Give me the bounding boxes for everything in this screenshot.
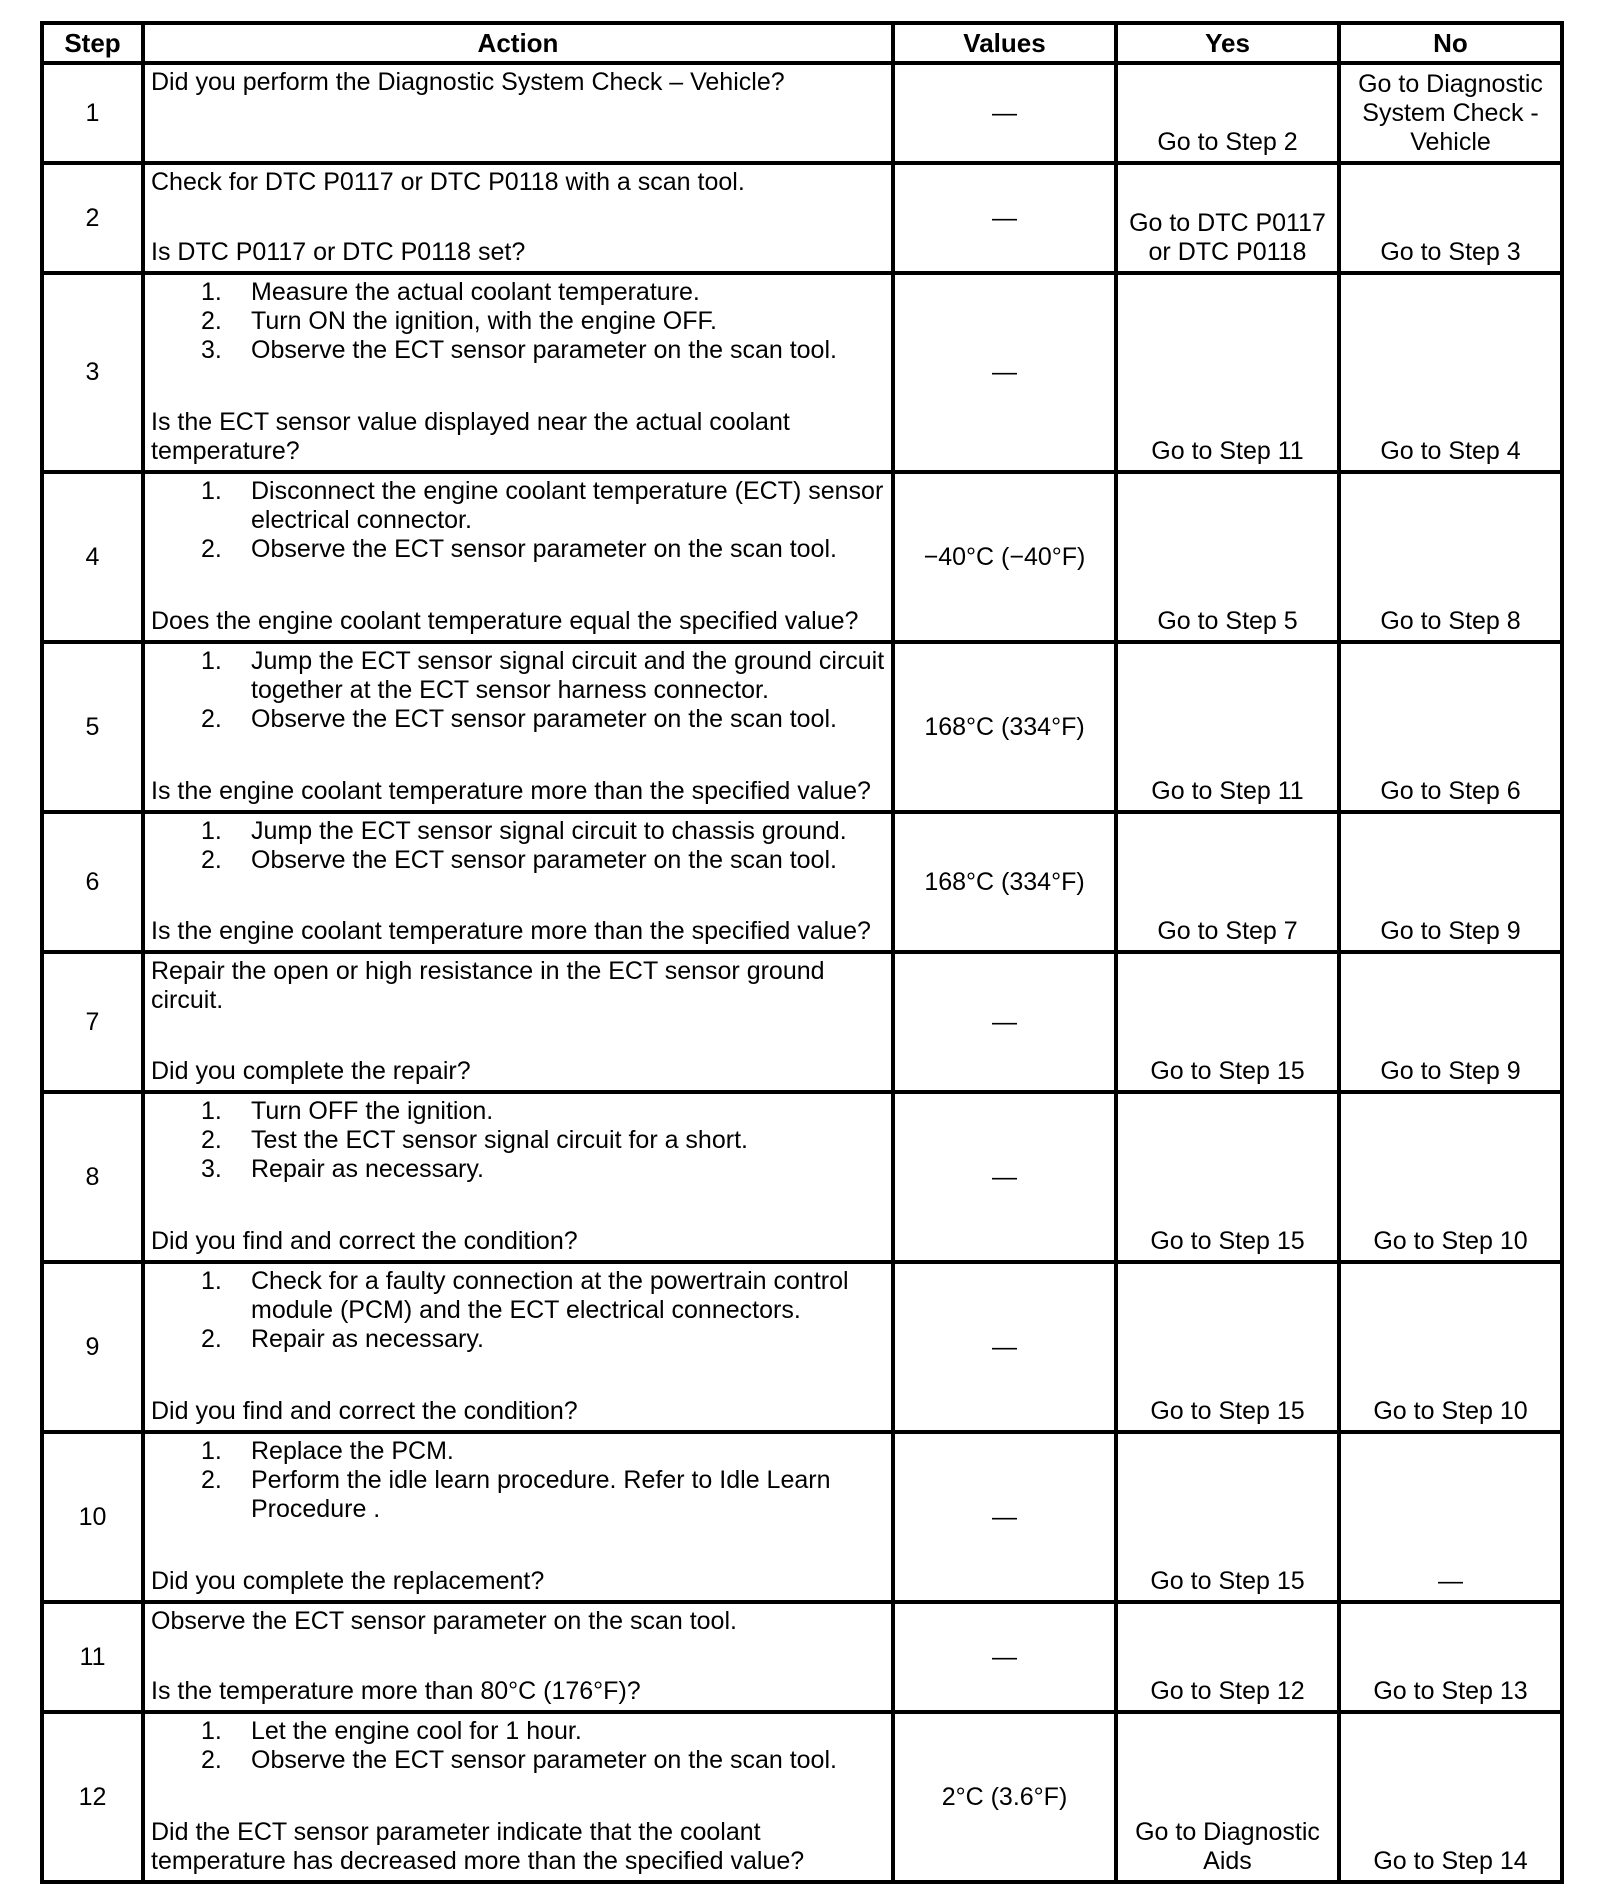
no-cell: Go to Step 6 — [1339, 642, 1562, 812]
yes-cell: Go to Step 2 — [1116, 63, 1339, 163]
table-row — [42, 1262, 1562, 1432]
no-cell: Go to Step 13 — [1339, 1602, 1562, 1712]
action-step-item: 1. Jump the ECT sensor signal circuit and the ground circuit together at the ECT sensor harness connector. — [201, 647, 885, 704]
yes-cell: Go to Step 15 — [1116, 1432, 1339, 1602]
action-step-item: 1. Check for a faulty connection at the powertrain control module (PCM) and the ECT electrical connectors. — [201, 1267, 849, 1324]
action-step-item: 1. Measure the actual coolant temperature. — [201, 278, 700, 306]
table-row — [42, 642, 1562, 812]
action-cell — [143, 642, 893, 812]
action-cell — [143, 1262, 893, 1432]
action-instruction: Did you perform the Diagnostic System Check – Vehicle? — [151, 68, 785, 96]
action-step-item: 2. Observe the ECT sensor parameter on the scan tool. — [201, 1746, 837, 1774]
action-step-item: 2. Observe the ECT sensor parameter on the scan tool. — [201, 846, 837, 874]
table-row — [42, 952, 1562, 1092]
step-number: 6 — [42, 812, 143, 952]
action-step-item: 1. Jump the ECT sensor signal circuit to chassis ground. — [201, 817, 847, 845]
action-step-item: 3. Observe the ECT sensor parameter on the scan tool. — [201, 336, 837, 364]
action-cell — [143, 163, 893, 273]
action-cell — [143, 1712, 893, 1882]
action-steps-list — [151, 1267, 885, 1354]
no-cell: Go to Step 14 — [1339, 1712, 1562, 1882]
action-question: Is the engine coolant temperature more than the specified value? — [151, 777, 871, 805]
action-instruction: Check for DTC P0117 or DTC P0118 with a scan tool. — [151, 168, 745, 196]
value-cell: — — [893, 1092, 1116, 1262]
no-cell: Go to Step 9 — [1339, 812, 1562, 952]
table-row — [42, 1092, 1562, 1262]
value-cell: — — [893, 273, 1116, 472]
step-number: 7 — [42, 952, 143, 1092]
action-question: Did you find and correct the condition? — [151, 1227, 578, 1255]
value-cell: — — [893, 1432, 1116, 1602]
no-cell: — — [1339, 1432, 1562, 1602]
yes-cell: Go to Step 15 — [1116, 952, 1339, 1092]
value-cell: 2°C (3.6°F) — [893, 1712, 1116, 1882]
no-cell: Go to Step 9 — [1339, 952, 1562, 1092]
action-cell — [143, 1432, 893, 1602]
value-cell: 168°C (334°F) — [893, 812, 1116, 952]
step-number: 2 — [42, 163, 143, 273]
value-cell: −40°C (−40°F) — [893, 472, 1116, 642]
action-question: Is the temperature more than 80°C (176°F)? — [151, 1677, 641, 1705]
table-row — [42, 1602, 1562, 1712]
step-number: 3 — [42, 273, 143, 472]
header-row — [42, 23, 1562, 63]
value-cell: — — [893, 1262, 1116, 1432]
action-step-item: 2. Turn ON the ignition, with the engine OFF. — [201, 307, 717, 335]
header-values: Values — [893, 23, 1116, 63]
step-number: 10 — [42, 1432, 143, 1602]
yes-cell: Go to Step 11 — [1116, 642, 1339, 812]
action-step-item: 2. Perform the idle learn procedure. Refer to Idle Learn Procedure . — [201, 1466, 831, 1523]
value-cell: — — [893, 163, 1116, 273]
header-action: Action — [143, 23, 893, 63]
value-cell: — — [893, 952, 1116, 1092]
action-steps-list — [151, 1097, 885, 1184]
table-row — [42, 273, 1562, 472]
table-row — [42, 812, 1562, 952]
action-cell — [143, 952, 893, 1092]
action-instruction: Repair the open or high resistance in the ECT sensor ground circuit. — [151, 957, 825, 1014]
action-step-item: 2. Repair as necessary. — [201, 1325, 484, 1353]
step-number: 4 — [42, 472, 143, 642]
action-step-item: 2. Observe the ECT sensor parameter on the scan tool. — [201, 535, 837, 563]
header-no: No — [1339, 23, 1562, 63]
table-row — [42, 1432, 1562, 1602]
action-steps-list — [151, 477, 885, 564]
value-cell: — — [893, 1602, 1116, 1712]
action-question: Did the ECT sensor parameter indicate that the coolant temperature has decreased more than the specified value? — [151, 1818, 805, 1875]
action-cell — [143, 1602, 893, 1712]
action-question: Did you complete the repair? — [151, 1057, 471, 1085]
action-question: Is the ECT sensor value displayed near the actual coolant temperature? — [151, 408, 790, 465]
step-number: 1 — [42, 63, 143, 163]
table-row — [42, 1712, 1562, 1882]
value-cell: 168°C (334°F) — [893, 642, 1116, 812]
no-cell: Go to Step 3 — [1339, 163, 1562, 273]
action-question: Did you complete the replacement? — [151, 1567, 545, 1595]
action-cell — [143, 63, 893, 163]
table-row — [42, 472, 1562, 642]
table-row — [42, 163, 1562, 273]
yes-cell: Go to Step 12 — [1116, 1602, 1339, 1712]
action-step-item: 1. Disconnect the engine coolant temperature (ECT) sensor electrical connector. — [201, 477, 884, 534]
yes-cell: Go to Step 15 — [1116, 1262, 1339, 1432]
action-question: Is the engine coolant temperature more than the specified value? — [151, 917, 871, 945]
action-cell — [143, 472, 893, 642]
action-step-item: 3. Repair as necessary. — [201, 1155, 484, 1183]
action-steps-list — [151, 817, 885, 875]
step-number: 11 — [42, 1602, 143, 1712]
no-cell: Go to Step 8 — [1339, 472, 1562, 642]
action-cell — [143, 273, 893, 472]
header-step: Step — [42, 23, 143, 63]
no-cell: Go to Step 10 — [1339, 1092, 1562, 1262]
value-cell: — — [893, 63, 1116, 163]
action-cell — [143, 812, 893, 952]
action-steps-list — [151, 1437, 885, 1524]
yes-cell: Go to Step 15 — [1116, 1092, 1339, 1262]
yes-cell: Go to Step 7 — [1116, 812, 1339, 952]
action-cell — [143, 1092, 893, 1262]
action-steps-list — [151, 1717, 885, 1775]
no-cell: Go to Step 4 — [1339, 273, 1562, 472]
action-question: Did you find and correct the condition? — [151, 1397, 578, 1425]
action-step-item: 1. Replace the PCM. — [201, 1437, 454, 1465]
action-step-item: 1. Let the engine cool for 1 hour. — [201, 1717, 582, 1745]
step-number: 5 — [42, 642, 143, 812]
no-cell: Go to Diagnostic System Check - Vehicle — [1339, 63, 1562, 163]
action-question: Does the engine coolant temperature equal the specified value? — [151, 607, 859, 635]
action-instruction: Observe the ECT sensor parameter on the scan tool. — [151, 1607, 737, 1635]
step-number: 12 — [42, 1712, 143, 1882]
action-step-item: 1. Turn OFF the ignition. — [201, 1097, 494, 1125]
step-number: 9 — [42, 1262, 143, 1432]
header-yes: Yes — [1116, 23, 1339, 63]
action-steps-list — [151, 278, 885, 365]
yes-cell: Go to Step 5 — [1116, 472, 1339, 642]
action-question: Is DTC P0117 or DTC P0118 set? — [151, 238, 526, 266]
yes-cell: Go to Step 11 — [1116, 273, 1339, 472]
step-number: 8 — [42, 1092, 143, 1262]
no-cell: Go to Step 10 — [1339, 1262, 1562, 1432]
yes-cell: Go to Diagnostic Aids — [1116, 1712, 1339, 1882]
table-row — [42, 63, 1562, 163]
diagnostic-table — [40, 21, 1564, 1884]
action-step-item: 2. Observe the ECT sensor parameter on the scan tool. — [201, 705, 837, 733]
action-step-item: 2. Test the ECT sensor signal circuit for a short. — [201, 1126, 748, 1154]
action-steps-list — [151, 647, 885, 734]
yes-cell: Go to DTC P0117 or DTC P0118 — [1116, 163, 1339, 273]
